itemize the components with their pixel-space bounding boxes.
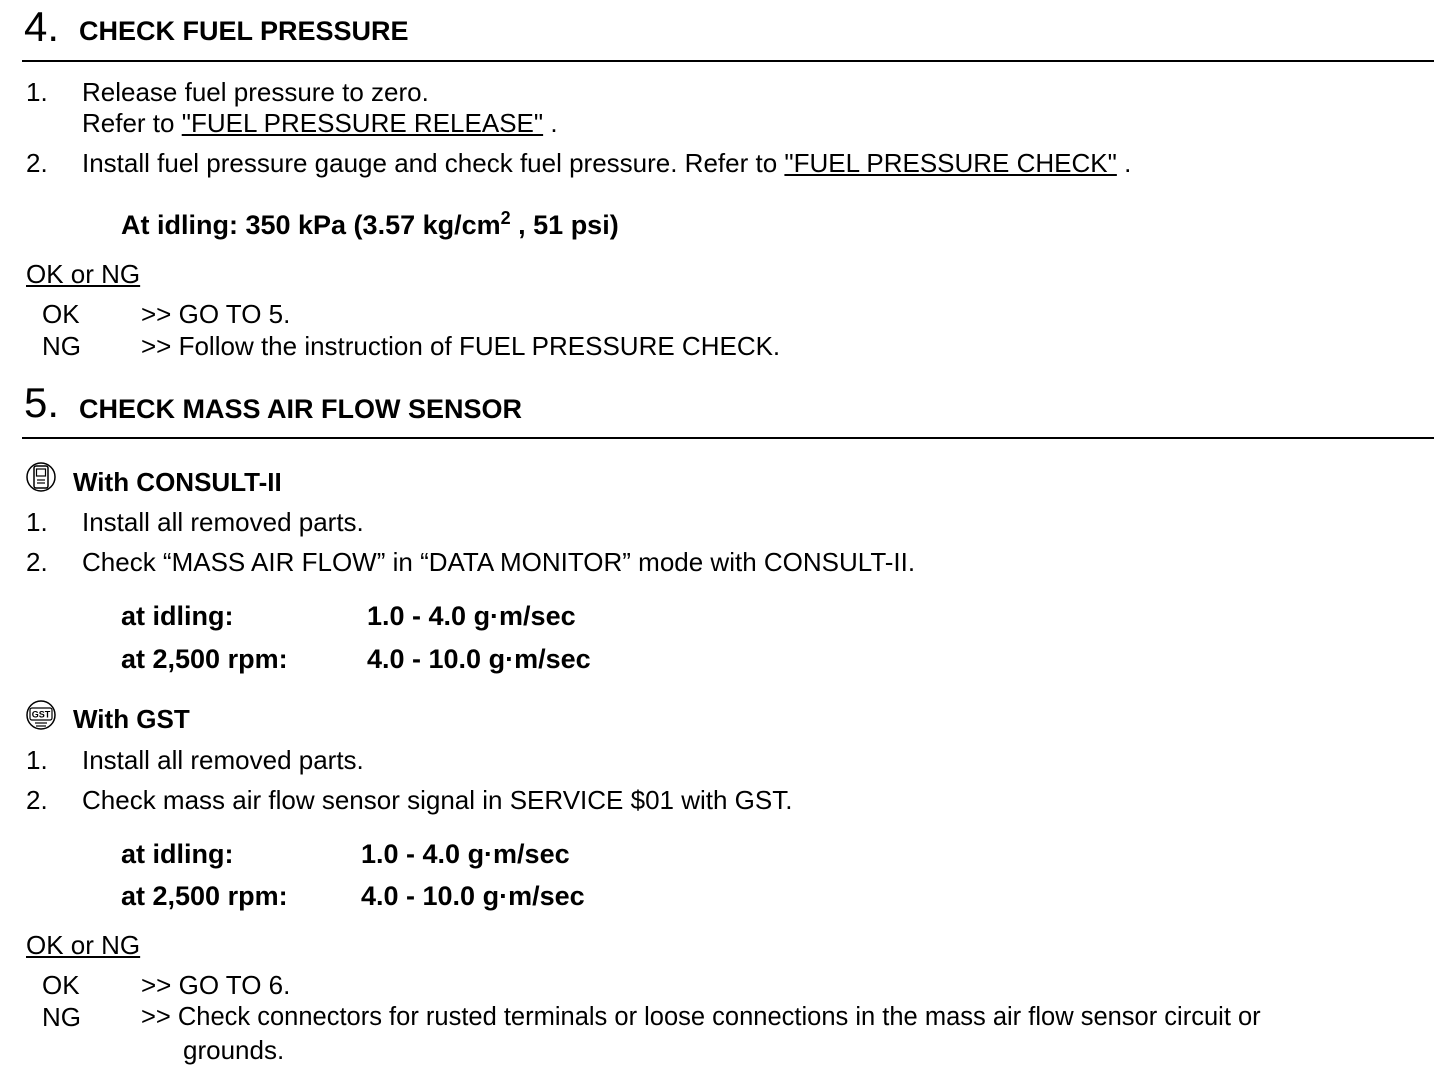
gst-item-1-text: Install all removed parts. bbox=[82, 745, 364, 775]
step-4-item-2-number: 2. bbox=[26, 148, 48, 178]
consult-icon bbox=[25, 461, 57, 493]
gst-spec-2-label: at 2,500 rpm: bbox=[121, 881, 288, 911]
consult-item-2-text: Check “MASS AIR FLOW” in “DATA MONITOR” mode with CONSULT-II. bbox=[82, 547, 916, 577]
gst-icon bbox=[25, 699, 57, 731]
step-5-ok-label: OK bbox=[42, 970, 80, 1000]
fuel-pressure-check-link[interactable]: "FUEL PRESSURE CHECK" bbox=[784, 148, 1117, 178]
consult-item-2-number: 2. bbox=[26, 547, 48, 577]
spec-superscript: 2 bbox=[500, 208, 511, 228]
gst-spec-2-value: 4.0 - 10.0 g·m/sec bbox=[361, 881, 585, 911]
refer-prefix: Refer to bbox=[82, 108, 182, 138]
fuel-pressure-release-link[interactable]: "FUEL PRESSURE RELEASE" bbox=[181, 108, 544, 138]
step-4-item-1-refer bbox=[82, 108, 558, 138]
gst-icon-text: GST bbox=[31, 709, 51, 720]
gst-spec-1-label: at idling: bbox=[121, 839, 234, 869]
step-5-ok-action: >> GO TO 6. bbox=[141, 970, 291, 1000]
step-4-divider bbox=[22, 60, 1434, 62]
gst-item-2-text: Check mass air flow sensor signal in SERVICE $01 with GST. bbox=[82, 785, 793, 815]
step-4-ng-label: NG bbox=[42, 331, 81, 361]
step-4-number: 4. bbox=[24, 3, 60, 50]
step-5-ng-label: NG bbox=[42, 1002, 81, 1032]
consult-item-1-number: 1. bbox=[26, 507, 48, 537]
step-4-ng-action: >> Follow the instruction of FUEL PRESSURE CHECK. bbox=[141, 331, 781, 361]
step-5-result-heading: OK or NG bbox=[26, 930, 141, 960]
item-2-suffix: . bbox=[1116, 148, 1132, 178]
spec-suffix: , 51 psi) bbox=[510, 210, 619, 240]
step-5-title: CHECK MASS AIR FLOW SENSOR bbox=[79, 394, 523, 424]
step-4-item-1-text: Release fuel pressure to zero. bbox=[82, 77, 429, 107]
consult-spec-1-label: at idling: bbox=[121, 601, 234, 631]
step-4-ok-label: OK bbox=[42, 299, 80, 329]
item-2-instruction: Install fuel pressure gauge and check fuel pressure. Refer to bbox=[82, 148, 785, 178]
step-5-number: 5. bbox=[24, 379, 60, 426]
consult-spec-2-value: 4.0 - 10.0 g·m/sec bbox=[367, 644, 591, 674]
spec-prefix: At idling: 350 kPa (3.57 kg/cm bbox=[121, 210, 501, 240]
step-4-title: CHECK FUEL PRESSURE bbox=[79, 16, 409, 46]
step-5-ng-action-continued: grounds. bbox=[183, 1035, 285, 1065]
refer-suffix: . bbox=[543, 108, 558, 138]
consult-heading: With CONSULT-II bbox=[73, 467, 282, 497]
step-4-item-2-text bbox=[82, 148, 1131, 178]
step-4-result-heading: OK or NG bbox=[26, 259, 141, 289]
consult-item-1-text: Install all removed parts. bbox=[82, 507, 364, 537]
step-5-ng-action: >> Check connectors for rusted terminals or loose connections in the mass air flow sensor circuit or bbox=[141, 1003, 1261, 1031]
gst-heading: With GST bbox=[73, 704, 190, 734]
step-5-divider bbox=[22, 437, 1434, 439]
gst-spec-1-value: 1.0 - 4.0 g·m/sec bbox=[361, 839, 570, 869]
gst-item-2-number: 2. bbox=[26, 785, 48, 815]
step-4-idle-spec bbox=[121, 210, 619, 240]
consult-spec-2-label: at 2,500 rpm: bbox=[121, 644, 288, 674]
step-4-ok-action: >> GO TO 5. bbox=[141, 299, 291, 329]
consult-spec-1-value: 1.0 - 4.0 g·m/sec bbox=[367, 601, 576, 631]
step-4-item-1-number: 1. bbox=[26, 77, 48, 107]
gst-item-1-number: 1. bbox=[26, 745, 48, 775]
